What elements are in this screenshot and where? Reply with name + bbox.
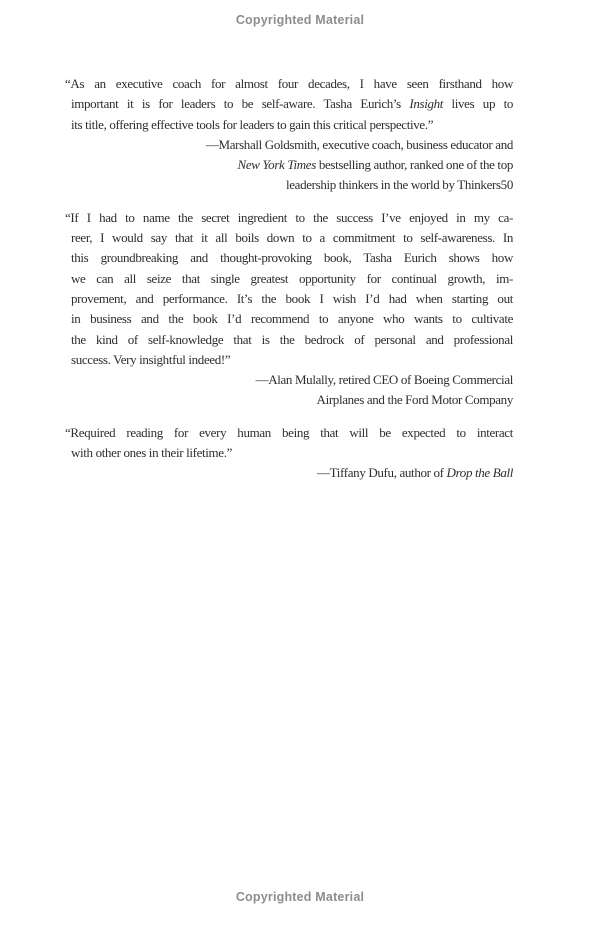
italic-span: New York Times bbox=[237, 157, 316, 173]
copyright-material-header: Copyrighted Material bbox=[235, 13, 365, 27]
attribution-line: leadership thinkers in the world by Thinkers50 bbox=[285, 177, 513, 193]
quote-line: we can all seize that single greatest opportunity for continual growth, im- bbox=[71, 270, 513, 286]
italic-span: Drop the Ball bbox=[446, 465, 513, 481]
quote-line: in business and the book I’d recommend to anyone who wants to cultivate bbox=[71, 311, 513, 327]
quote-block bbox=[65, 74, 513, 196]
attribution-line: —Tiffany Dufu, author of Drop the Ball bbox=[316, 465, 513, 481]
quote-line: reer, I would say that it all boils down to a commitment to self-awareness. In bbox=[71, 230, 513, 246]
quote-line: provement, and performance. It’s the book I wish I’d had when starting out bbox=[71, 290, 513, 306]
praise-quotes-section bbox=[65, 74, 513, 496]
quote-line: “As an executive coach for almost four decades, I have seen firsthand how bbox=[65, 76, 513, 91]
quote-line: “Required reading for every human being that will be expected to interact bbox=[65, 424, 513, 440]
attribution-line: —Marshall Goldsmith, executive coach, business educator and bbox=[205, 136, 513, 152]
quote-line: this groundbreaking and thought-provoking book, Tasha Eurich shows how bbox=[71, 250, 513, 266]
quote-line: “If I had to name the secret ingredient to the success I’ve enjoyed in my ca- bbox=[65, 209, 513, 225]
quote-block bbox=[65, 208, 513, 411]
quote-line: the kind of self-knowledge that is the bedrock of personal and professional bbox=[71, 331, 513, 347]
attribution-line: —Alan Mulally, retired CEO of Boeing Commercial bbox=[255, 372, 513, 388]
copyright-material-footer: Copyrighted Material bbox=[235, 890, 365, 904]
attribution-line: Airplanes and the Ford Motor Company bbox=[316, 392, 513, 408]
italic-span: Insight bbox=[409, 96, 444, 112]
quote-line: its title, offering effective tools for leaders to gain this critical perspective.” bbox=[71, 116, 434, 132]
quote-line: important it is for leaders to be self-aware. Tasha Eurich’s Insight lives up to bbox=[71, 96, 513, 112]
quote-line: with other ones in their lifetime.” bbox=[71, 445, 233, 461]
quote-block bbox=[65, 423, 513, 484]
attribution-line: New York Times bestselling author, ranked one of the top bbox=[237, 157, 513, 173]
quote-line: success. Very insightful indeed!” bbox=[71, 351, 231, 367]
